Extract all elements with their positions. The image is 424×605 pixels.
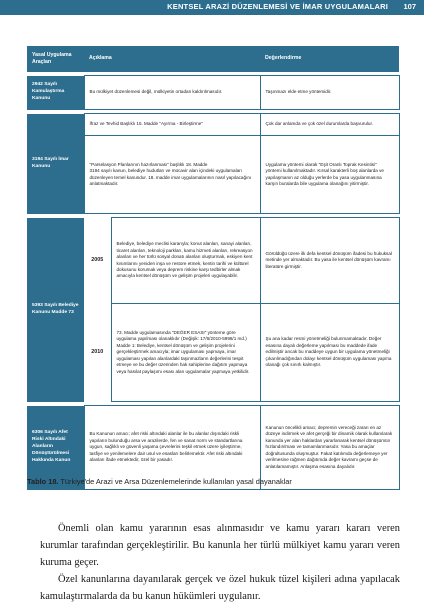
evaluation-cell: Uygulama yöntemi olarak "Eşit Oranlı Toprak Kesintisi" yöntemi kullanılmaktadır. Kırsal karakterli boş alanlarda ve yapılaşmanın az olduğu yerlerde bu yasa uygulanmasına karşın buralarda bile uygulama olanağını yitirmiştir. [260, 136, 399, 214]
description-cell: İfraz ve Tevhid Başlıklı 15. Madde "Ayırma - Birleştirme" [84, 114, 260, 136]
description-cell: "Parselasyon Planlarının hazırlanması" başlıklı 18. Madde 3194 sayılı kanun, belediye hudutları ve mücavir alan içindeki uygulamaları düzenleyen temel kanundur. 18. madde imar uygulamalarının nasıl yapılacağını anlatmaktadır. [84, 136, 260, 214]
legal-instruments-table [27, 46, 400, 490]
evaluation-cell: Görüldüğü üzere ilk defa kentsel dönüşüm ifadesi bu hukuksal metinde yer almaktadır. Bu yasa ile kentsel dönüşüm kavramı literatüre girmiştir. [260, 218, 399, 304]
year-cell: 2005 [84, 218, 111, 304]
law-cell: 3194 Sayılı İmar Kanunu [27, 114, 84, 214]
law-cell: 6306 Sayılı Afet Riski Altındaki Alanların Dönüştürülmesi Hakkında Kanun [27, 406, 84, 490]
law-cell: 2942 Sayılı Kamulaştırma Kanunu [27, 76, 84, 110]
law-cell: 5393 Sayılı Belediye Kanunu Madde 73 [27, 218, 84, 402]
body-paragraph: Özel kanunlarına dayanılarak gerçek ve özel hukuk tüzel kişileri adına yapılacak kamulaştırmalarda da bu kanun hükümleri uygulanır. [40, 574, 400, 603]
description-cell: 73. Madde uygulamasında "DEĞER ESASI" yönteme göre uygulama yapılması olanaklıdır (Değişik: 17/6/2010-5998/1 md.) Madde 1: Belediye, kentsel dönüşüm ve gelişim projelerini gerçekleştirmek amacıyla; imar uygulaması yapmaya, imar uygulaması yapılan alanlardaki taşınmazların değerlerini tespit etmeye ve bu değer üzerinden hak sahiplerine dağıtım yapmaya veya hasılat paylaşımı esası alan uygulamalar yapmaya yetkilidir. [111, 304, 260, 402]
evaluation-cell: Kanunun öncelikli amacı; depremin vereceği zararı en az düzeye indirmek ve afet gerçeği bir dinamik olarak kullanılarak kanunda yer alan haklardan yararlanarak kentsel dönüşümün hızlandırılması ve tamamlanmasıdır. Yasa bu amaçlar doğrultusunda oluşmuştur. Fakat katılımda değerlemeye yer verilmesine rağmen dağıtımda değer kavramı geçse de anlatılamamıştır. Anlaşma esasına dayalıdır. [260, 406, 399, 490]
evaluation-cell: Şu ana kadar resmi yönetmeliği bulunmamaktadır. Değer esasına dayalı değerleme yapılması bu maddede ifade edilmiştir ancak bu maddeye uygun bir uygulama yönetmeliği çıkarılmadığından dolayı kentsel dönüşüm uygulaması yapma olanağı çok sınırlı kalmıştır. [260, 304, 399, 402]
table-header-row [27, 46, 399, 72]
table-row [27, 76, 399, 110]
table-caption [27, 477, 407, 486]
page-header [0, 0, 424, 15]
header-law: Yasal Uygulama Araçları [27, 46, 84, 72]
running-title: KENTSEL ARAZİ DÜZENLEMESİ VE İMAR UYGULAMALARI [167, 2, 388, 11]
evaluation-cell: Taşınmazı elde etme yöntemidir. [260, 76, 399, 110]
header-description: Açıklama [84, 46, 260, 72]
page-number: 107 [403, 2, 416, 11]
table-row [27, 114, 399, 136]
description-cell: Bu Kanunun amacı; afet riski altındaki alanlar ile bu alanlar dışındaki riskli yapıların bulunduğu arsa ve arazilerde, fen ve sanat norm ve standartlarına uygun, sağlıklı ve güvenli yaşama çevrelerini teşkil etmek üzere iyileştirme, tasfiye ve yenilemelere dair usul ve esasları belirlemektir. Afet riski altındaki alanları ifade etmektedir, özel bir yasadır. [84, 406, 260, 490]
caption-text: Türkiye'de Arazi ve Arsa Düzenlemelerinde kullanılan yasal dayanaklar [60, 477, 292, 486]
description-cell: Bu mülkiyet düzenlemesi değil, mülkiyetin ortadan kaldırılmasıdır. [84, 76, 260, 110]
body-paragraph: Önemli olan kamu yararının esas alınmasıdır ve kamu yararı kararı veren kurumlar tarafından gerçekleştirilir. Bu kanunla her türlü mülkiyet kamu yararı veren kuruma geçer. [40, 523, 400, 569]
caption-label: Tablo 18. [27, 477, 59, 486]
description-cell: Belediye, belediye meclisi kararıyla; konut alanları, sanayi alanları, ticaret alanları, teknoloji parkları, kamu hizmeti alanları, rekreasyon alanları ve her türlü sosyal donatı alanları oluşturmak, eskiyen kent kısımlarını yeniden inşa ve restore etmek, kentin tarihi ve kültürel dokusunu korumak veya deprem riskine karşı tedbirler almak amacıyla kentsel dönüşüm ve gelişim projeleri uygulayabilir. [111, 218, 260, 304]
year-cell: 2010 [84, 304, 111, 402]
header-evaluation: Değerlendirme [260, 46, 399, 72]
table-row [27, 218, 399, 304]
evaluation-cell: Çok dar anlamda ve çok özel durumlarda başvurulur. [260, 114, 399, 136]
